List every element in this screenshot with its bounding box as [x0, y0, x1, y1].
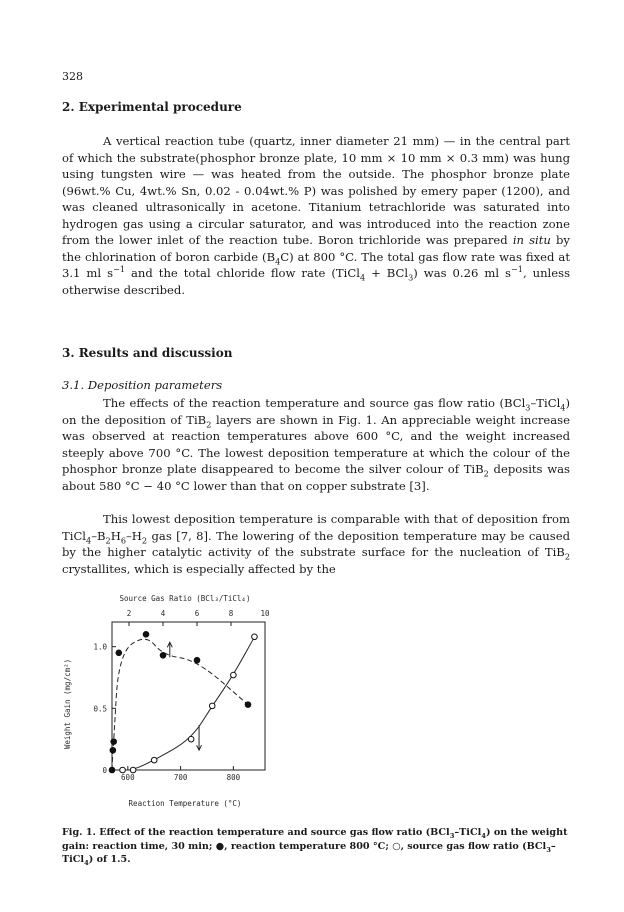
series-points [109, 632, 257, 773]
top-tick-label: 10 [260, 609, 270, 618]
gas-ratio-point [110, 747, 116, 753]
gas-ratio-point [160, 653, 166, 659]
top-axis-label: Source Gas Ratio (BCl₃/TiCl₄) [119, 594, 251, 603]
gas-ratio-point [109, 767, 115, 773]
gas-ratio-point [116, 650, 122, 656]
y-tick-label: 0 [102, 766, 107, 775]
section-heading-experimental: 2. Experimental procedure [62, 100, 242, 114]
top-tick-label: 4 [160, 609, 166, 618]
bottom-tick-label: 600 [121, 773, 135, 782]
bottom-tick-label: 700 [173, 773, 188, 782]
figure-caption: Fig. 1. Effect of the reaction temperature and source gas flow ratio (BCl$_3$–TiCl$_4$) on the weight gain: reaction time, 30 min; ●, reaction temperature 800 °C; ○, source gas flow ratio (BCl$_3$–TiCl$_4$) of 1.5. [62, 827, 568, 867]
gas-ratio-point [143, 632, 149, 638]
bottom-axis-label: Reaction Temperature (°C) [128, 799, 242, 808]
section-heading-results: 3. Results and discussion [62, 346, 233, 360]
gas-ratio-curve [112, 639, 248, 770]
temperature-curve [123, 637, 255, 770]
subsection-heading: 3.1. Deposition parameters [62, 378, 223, 392]
temperature-point [130, 767, 136, 773]
top-axis [127, 609, 270, 626]
y-tick-label: 1.0 [93, 642, 107, 652]
temperature-point [188, 736, 194, 742]
temperature-point [151, 757, 157, 763]
top-tick-label: 6 [194, 609, 200, 618]
top-tick-label: 2 [126, 609, 132, 618]
temperature-point [120, 767, 126, 773]
temperature-point [209, 703, 215, 709]
bottom-tick-label: 800 [226, 773, 241, 782]
plot-border [112, 622, 265, 770]
page-number: 328 [62, 70, 83, 83]
paragraph-deposition-2: This lowest deposition temperature is comparable with that of deposition from $TiCl_4-B_2H_6-H_2$ gas [7, 8]. The lowering of the deposition temperature may be caused by the higher catalytic activity of the substrate surface for the nucleation of TiB$_2$ crystallites, which is especially affected by the [62, 512, 570, 576]
paragraph-experimental: A vertical reaction tube (quartz, inner diameter 21 mm) — in the central part of which the substrate(phosphor bronze plate, 10 mm × 10 mm × 0.3 mm) was hung using tungsten wire — was heated from the outside. The phosphor bronze plate (96wt.% Cu, 4wt.% Sn, 0.02 - 0.04wt.% P) was polished by emery paper (1200), and was cleaned ultrasonically in acetone. Titanium tetrachloride was saturated into hydrogen gas using a circular saturator, and was introduced into the reaction zone from the lower inlet of the reaction tube. Boron trichloride was prepared in situ by the chlorination of boron carbide $(B_4C)$ at 800 °C. The total gas flow rate was fixed at 3.1 ml $s^{-1}$ and the total chloride flow rate (TiCl$_4$ + BCl$_3$) was 0.26 ml $s^{-1}$, unless otherwise described. [62, 134, 571, 297]
y-tick-label: 0.5 [93, 704, 107, 714]
series-curves [112, 637, 254, 770]
top-tick-label: 8 [228, 609, 234, 618]
bottom-axis [121, 766, 241, 782]
gas-ratio-point [194, 657, 200, 663]
plot-frame [112, 622, 265, 770]
gas-ratio-point [245, 702, 251, 708]
figure-chart [60, 586, 290, 818]
paragraph-deposition-1: The effects of the reaction temperature and source gas flow ratio (BCl$_3$–TiCl$_4$) on the deposition of TiB$_2$ layers are shown in Fig. 1. An appreciable weight increase was observed at reaction temperatures above 600 °C, and the weight increased steeply above 700 °C. The lowest deposition temperature at which the colour of the phosphor bronze plate disappeared to become the silver colour of TiB$_2$ deposits was about 580 °C − 40 °C lower than that on copper substrate [3]. [62, 396, 571, 493]
y-axis-label: Weight Gain (mg/cm²) [63, 658, 72, 750]
temperature-point [252, 634, 258, 640]
y-axis [93, 643, 116, 775]
temperature-point [231, 672, 237, 678]
gas-ratio-point [111, 739, 117, 745]
